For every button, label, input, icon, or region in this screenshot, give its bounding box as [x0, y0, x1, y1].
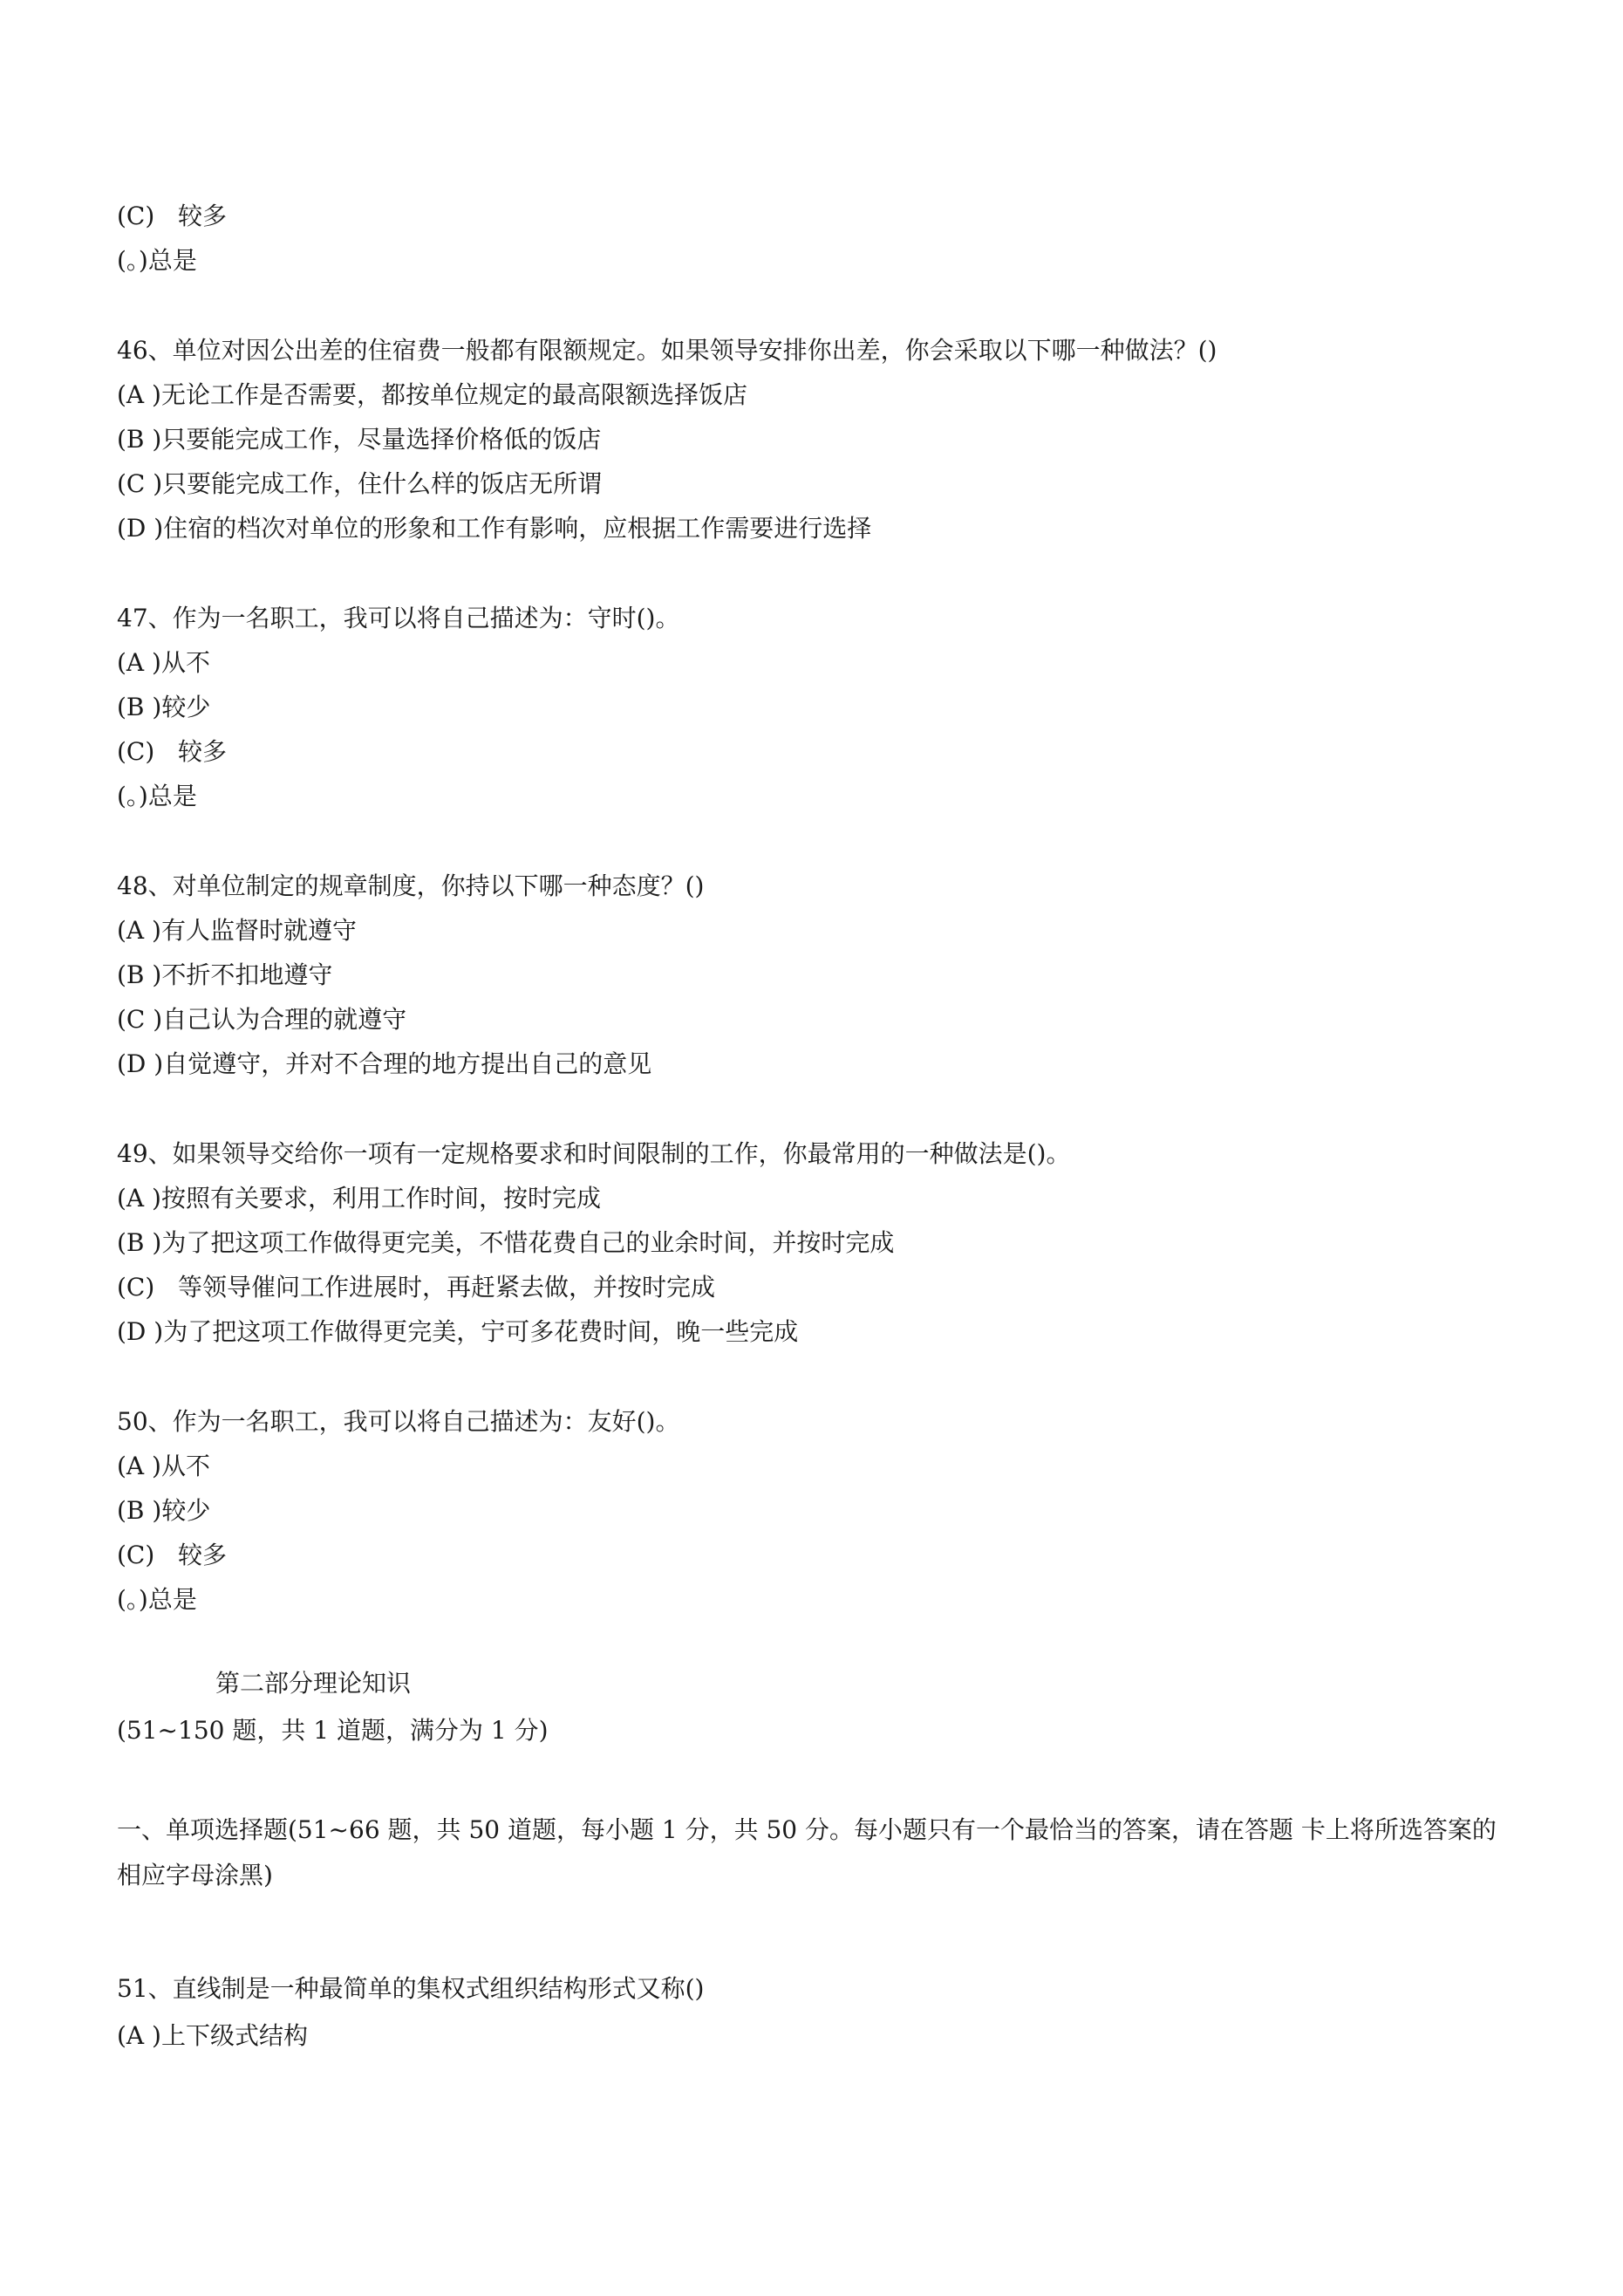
q50-option-c: (C) 较多: [117, 1541, 227, 1569]
q50-option-d: (。)总是: [117, 1585, 197, 1614]
q49-stem: 49、如果领导交给你一项有一定规格要求和时间限制的工作，你最常用的一种做法是()。: [117, 1139, 1071, 1168]
q48-option-b: (B )不折不扣地遵守: [117, 960, 333, 989]
q47-stem: 47、作为一名职工，我可以将自己描述为：守时()。: [117, 604, 680, 632]
q49-option-c: (C) 等领导催问工作进展时，再赶紧去做，并按时完成: [117, 1273, 715, 1302]
q45-option-d: (。)总是: [117, 246, 197, 275]
q50-option-b: (B )较少: [117, 1496, 211, 1525]
q49-option-d: (D )为了把这项工作做得更完美，宁可多花费时间，晚一些完成: [117, 1317, 799, 1346]
q47-option-d: (。)总是: [117, 782, 197, 810]
q45-option-c: (C) 较多: [117, 202, 227, 230]
q47-option-c: (C) 较多: [117, 737, 227, 766]
part2-subtitle: (51~150 题，共 1 道题，满分为 1 分): [117, 1716, 549, 1745]
section-heading-single-choice: 一、单项选择题(51~66 题，共 50 道题，每小题 1 分，共 50 分。每小题只有一个最恰当的答案，请在答题 卡上将所选答案的相应字母涂黑): [117, 1815, 1497, 1889]
q50-option-a: (A )从不: [117, 1452, 210, 1480]
q47-option-a: (A )从不: [117, 648, 210, 677]
q51-option-a: (A )上下级式结构: [117, 2021, 308, 2050]
q48-option-a: (A )有人监督时就遵守: [117, 916, 357, 945]
q49-option-a: (A )按照有关要求，利用工作时间，按时完成: [117, 1184, 601, 1213]
q49-option-b: (B )为了把这项工作做得更完美，不惜花费自己的业余时间，并按时完成: [117, 1228, 895, 1257]
q48-option-d: (D )自觉遵守，并对不合理的地方提出自己的意见: [117, 1049, 652, 1078]
q46-stem: 46、单位对因公出差的住宿费一般都有限额规定。如果领导安排你出差，你会采取以下哪一种做法？(): [117, 336, 1217, 365]
q46-option-b: (B )只要能完成工作，尽量选择价格低的饭店: [117, 425, 602, 454]
q48-stem: 48、对单位制定的规章制度，你持以下哪一种态度？(): [117, 871, 705, 900]
q47-option-b: (B )较少: [117, 693, 211, 721]
q50-stem: 50、作为一名职工，我可以将自己描述为：友好()。: [117, 1407, 680, 1436]
q46-option-a: (A )无论工作是否需要，都按单位规定的最高限额选择饭店: [117, 380, 747, 409]
q51-stem: 51、直线制是一种最简单的集权式组织结构形式又称(): [117, 1974, 705, 2003]
part2-title: 第二部分理论知识: [215, 1669, 412, 1698]
q48-option-c: (C )自己认为合理的就遵守: [117, 1005, 407, 1034]
q46-option-d: (D )住宿的档次对单位的形象和工作有影响，应根据工作需要进行选择: [117, 514, 872, 543]
q46-option-c: (C )只要能完成工作，住什么样的饭店无所谓: [117, 469, 603, 498]
